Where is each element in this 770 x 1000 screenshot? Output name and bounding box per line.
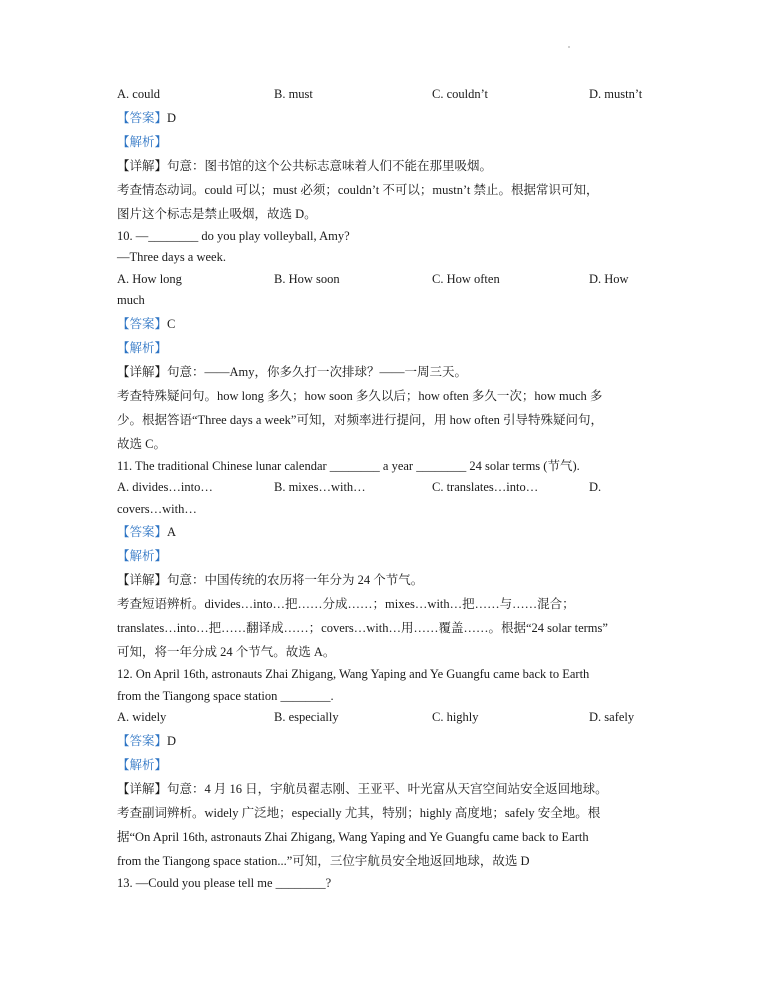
answer-tag: 【答案】 xyxy=(117,110,168,125)
q10-option-d: D. How xyxy=(589,271,629,286)
q9-answer xyxy=(117,106,657,130)
analysis-tag: 【解析】 xyxy=(117,134,168,149)
q11-detail-line: 可知，将一年分成 24 个节气。故选 A。 xyxy=(117,645,336,659)
q12-stem: from the Tiangong space station ________. xyxy=(117,688,334,703)
q12-detail-line: from the Tiangong space station...”可知，三位宇航员安全地返回地球，故选 D xyxy=(117,853,530,868)
detail-text: 句意：中国传统的农历将一年分为 24 个节气。 xyxy=(167,573,424,587)
answer-value: C xyxy=(167,316,176,331)
q9-options xyxy=(117,84,657,106)
q12-option-a: A. widely xyxy=(117,710,167,724)
q10-stem: —Three days a week. xyxy=(117,250,226,264)
q10-option-wrap: much xyxy=(117,293,145,307)
q10-detail-line: 故选 C。 xyxy=(117,436,166,451)
q12-detail-line: 据“On April 16th, astronauts Zhai Zhigang, Wang Yaping and Ye Guangfu came back to Earth xyxy=(117,829,589,844)
q12-stem: 12. On April 16th, astronauts Zhai Zhigang, Wang Yaping and Ye Guangfu came back to Earth xyxy=(117,667,590,681)
q10-answer xyxy=(117,312,657,336)
q11-options xyxy=(117,477,657,499)
detail-text: 句意：图书馆的这个公共标志意味着人们不能在那里吸烟。 xyxy=(167,158,493,173)
answer-value: A xyxy=(167,525,177,539)
document-page xyxy=(117,84,657,894)
q12-detail-line: 考查副词辨析。widely 广泛地；especially 尤其，特别；highly 高度地；safely 安全地。根 xyxy=(117,805,601,820)
q12-answer xyxy=(117,729,657,753)
q9-option-b: B. must xyxy=(274,87,313,101)
q12-option-c: C. highly xyxy=(432,710,479,724)
detail-tag: 【详解】 xyxy=(117,158,168,173)
q10-options xyxy=(117,269,657,291)
q11-analysis xyxy=(117,544,657,568)
analysis-tag: 【解析】 xyxy=(117,340,168,355)
answer-value: D xyxy=(167,110,177,125)
q12-analysis xyxy=(117,753,657,777)
q12-option-d: D. safely xyxy=(589,710,635,724)
q11-detail-line: 考查短语辨析。divides…into…把……分成……；mixes…with…把……与……混合； xyxy=(117,597,575,611)
q11-detail-line: translates…into…把……翻译成……；covers…with…用……覆盖……。根据“24 solar terms” xyxy=(117,621,608,635)
q11-option-a: A. divides…into… xyxy=(117,480,213,494)
q12-option-b: B. especially xyxy=(274,710,339,724)
answer-tag: 【答案】 xyxy=(117,733,168,748)
q10-detail-line: 考查特殊疑问句。how long 多久；how soon 多久以后；how often 多久一次；how much 多 xyxy=(117,388,603,403)
q9-option-d: D. mustn’t xyxy=(589,87,643,101)
detail-tag: 【详解】 xyxy=(117,781,168,796)
q9-detail-line: 图片这个标志是禁止吸烟，故选 D。 xyxy=(117,206,317,221)
q11-option-c: C. translates…into… xyxy=(432,480,539,494)
q11-detail-line xyxy=(117,568,657,592)
answer-value: D xyxy=(167,733,177,748)
q12-options xyxy=(117,707,657,729)
analysis-tag: 【解析】 xyxy=(117,549,168,563)
detail-tag: 【详解】 xyxy=(117,364,168,379)
q11-answer xyxy=(117,520,657,544)
detail-text: 句意：——Amy，你多久打一次排球？——一周三天。 xyxy=(167,364,468,379)
q13-stem: 13. —Could you please tell me ________? xyxy=(117,875,332,890)
answer-tag: 【答案】 xyxy=(117,316,168,331)
scan-speck xyxy=(568,46,570,48)
q11-option-b: B. mixes…with… xyxy=(274,480,366,494)
q10-option-a: A. How long xyxy=(117,271,182,286)
q9-detail-line: 考查情态动词。could 可以；must 必须；couldn’t 不可以；mustn’t 禁止。根据常识可知， xyxy=(117,182,599,197)
q10-stem: 10. —________ do you play volleyball, Amy? xyxy=(117,228,350,243)
q10-option-c: C. How often xyxy=(432,271,500,286)
answer-tag: 【答案】 xyxy=(117,525,168,539)
q11-option-d: D. xyxy=(589,480,602,494)
detail-tag: 【详解】 xyxy=(117,573,168,587)
q10-detail-line: 少。根据答语“Three days a week”可知，对频率进行提问，用 how often 引导特殊疑问句， xyxy=(117,412,604,427)
q12-detail-line xyxy=(117,777,657,801)
analysis-tag: 【解析】 xyxy=(117,757,168,772)
q10-option-b: B. How soon xyxy=(274,271,340,286)
q10-analysis xyxy=(117,336,657,360)
q10-detail-line xyxy=(117,360,657,384)
q9-option-c: C. couldn’t xyxy=(432,87,489,101)
q9-detail-line xyxy=(117,154,657,178)
q11-stem: 11. The traditional Chinese lunar calendar ________ a year ________ 24 solar terms (节气). xyxy=(117,458,580,473)
detail-text: 句意：4 月 16 日，宇航员翟志刚、王亚平、叶光富从天宫空间站安全返回地球。 xyxy=(167,781,608,796)
q9-analysis xyxy=(117,130,657,154)
q9-option-a: A. could xyxy=(117,87,161,101)
q11-option-wrap: covers…with… xyxy=(117,501,197,516)
